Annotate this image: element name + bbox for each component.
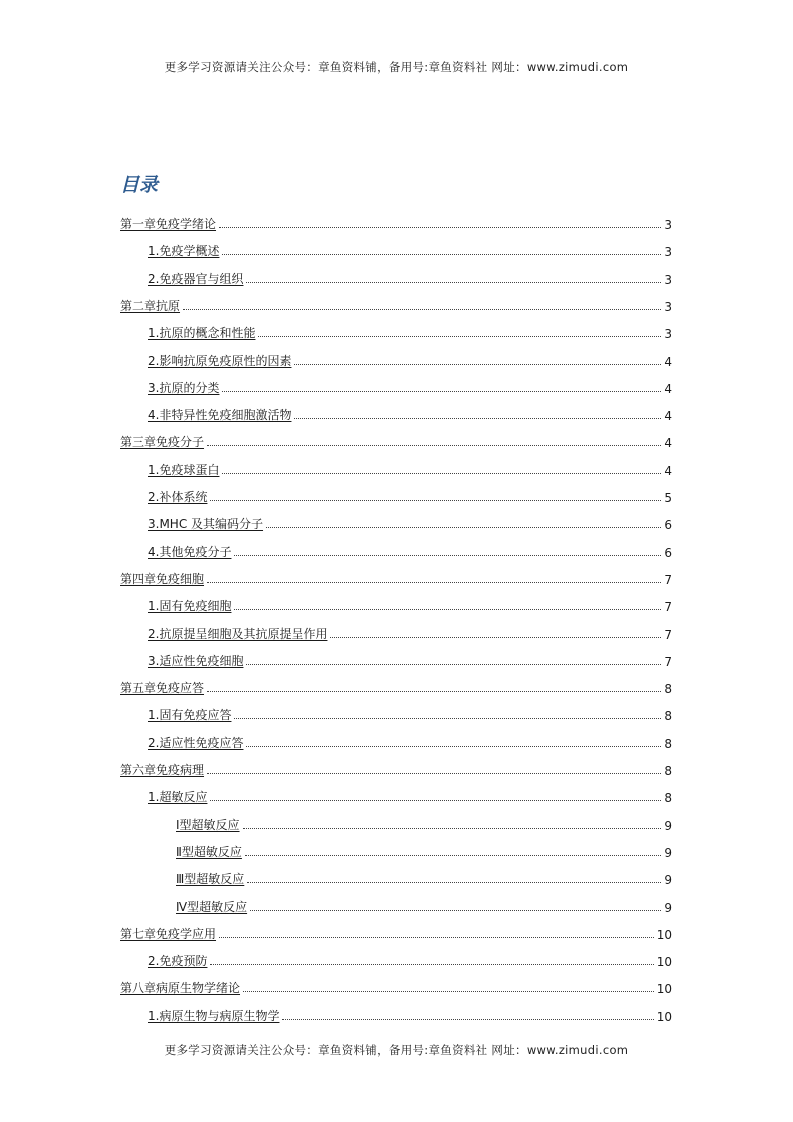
toc-entry[interactable]: [120, 287, 672, 314]
toc-entry-label[interactable]: 3.MHC 及其编码分子: [148, 517, 264, 532]
toc-entry[interactable]: [176, 860, 672, 887]
toc-entry-label[interactable]: 第六章免疫病理: [120, 763, 205, 777]
toc-dot-leader: [294, 417, 661, 419]
toc-entry[interactable]: [120, 751, 672, 778]
toc-dot-leader: [247, 881, 661, 883]
toc-entry-label[interactable]: 第五章免疫应答: [120, 681, 205, 696]
toc-entry-label[interactable]: 3.抗原的分类: [148, 380, 220, 395]
toc-dot-leader: [330, 636, 661, 638]
toc-dot-leader: [243, 990, 654, 992]
toc-entry[interactable]: [176, 806, 672, 833]
toc-dot-leader: [250, 909, 661, 911]
toc-entry-label[interactable]: 4.其他免疫分子: [148, 544, 232, 559]
toc-entry[interactable]: [176, 833, 672, 860]
toc-entry[interactable]: [148, 369, 672, 396]
toc-dot-leader: [207, 772, 661, 774]
toc-entry[interactable]: [148, 778, 672, 805]
toc-entry-page-number: 3: [664, 327, 672, 342]
toc-entry-label[interactable]: Ⅳ型超敏反应: [176, 899, 248, 914]
toc-entry-label[interactable]: Ⅲ型超敏反应: [176, 872, 245, 887]
toc-entry[interactable]: [120, 915, 672, 942]
toc-dot-leader: [246, 281, 661, 283]
toc-entry[interactable]: [148, 942, 672, 969]
toc-dot-leader: [234, 554, 661, 556]
toc-entry[interactable]: [120, 560, 672, 587]
toc-entry[interactable]: [148, 724, 672, 751]
toc-dot-leader: [222, 390, 661, 392]
toc-entry-page-number: 8: [664, 764, 672, 778]
toc-entry[interactable]: [148, 232, 672, 259]
toc-entry[interactable]: [120, 423, 672, 450]
toc-entry-page-number: 4: [664, 436, 672, 451]
toc-title: 目录: [120, 174, 159, 196]
toc-entry[interactable]: [148, 478, 672, 505]
toc-entry-page-number: 7: [664, 600, 672, 615]
toc-entry-label[interactable]: 2.补体系统: [148, 490, 208, 504]
toc-dot-leader: [183, 308, 661, 310]
toc-entry-page-number: 3: [664, 299, 672, 314]
toc-dot-leader: [207, 581, 661, 583]
toc-dot-leader: [210, 963, 653, 965]
toc-dot-leader: [222, 253, 661, 255]
toc-dot-leader: [222, 472, 661, 474]
toc-entry-page-number: 3: [664, 272, 672, 287]
toc-dot-leader: [219, 936, 654, 938]
toc-entry-page-number: 8: [664, 791, 672, 806]
toc-entry-label[interactable]: 1.固有免疫应答: [148, 708, 232, 723]
toc-dot-leader: [234, 717, 661, 719]
toc-entry-page-number: 3: [664, 218, 672, 232]
toc-entry-label[interactable]: 1.病原生物与病原生物学: [148, 1008, 280, 1023]
toc-entry[interactable]: [148, 696, 672, 723]
toc-entry[interactable]: [148, 396, 672, 423]
toc-dot-leader: [246, 663, 661, 665]
toc-entry[interactable]: [148, 342, 672, 369]
toc-entry-label[interactable]: 1.免疫球蛋白: [148, 462, 220, 477]
toc-entry-page-number: 9: [664, 873, 672, 888]
toc-entry[interactable]: [148, 587, 672, 614]
toc-dot-leader: [258, 335, 661, 337]
toc-dot-leader: [210, 499, 661, 501]
toc-entry-label[interactable]: Ⅱ型超敏反应: [176, 844, 242, 859]
toc-entry[interactable]: [148, 314, 672, 341]
toc-entry-page-number: 4: [664, 381, 672, 396]
toc-entry-page-number: 8: [664, 709, 672, 724]
toc-entry-label[interactable]: 4.非特异性免疫细胞激活物: [148, 408, 292, 423]
toc-entry-label[interactable]: 第一章免疫学绪论: [120, 217, 217, 231]
toc-entry-label[interactable]: 1.抗原的概念和性能: [148, 326, 256, 341]
toc-dot-leader: [243, 827, 662, 829]
toc-entry-page-number: 3: [664, 245, 672, 260]
toc-entry-label[interactable]: 2.免疫器官与组织: [148, 271, 244, 286]
toc-entry-page-number: 8: [664, 736, 672, 751]
toc-dot-leader: [246, 745, 661, 747]
toc-entry-label[interactable]: 1.超敏反应: [148, 790, 208, 805]
toc-entry-label[interactable]: Ⅰ型超敏反应: [176, 817, 240, 832]
toc-dot-leader: [294, 363, 661, 365]
toc-entry[interactable]: [148, 533, 672, 560]
toc-entry-label[interactable]: 2.免疫预防: [148, 954, 208, 969]
toc-dot-leader: [207, 444, 661, 446]
toc-entry-page-number: 9: [664, 900, 672, 915]
toc-dot-leader: [282, 1018, 653, 1020]
toc-entry-page-number: 6: [664, 518, 672, 533]
toc-entry-label[interactable]: 第四章免疫细胞: [120, 571, 205, 586]
toc-dot-leader: [234, 608, 661, 610]
toc-entry-label[interactable]: 第七章免疫学应用: [120, 926, 217, 941]
toc-dot-leader: [245, 854, 661, 856]
toc-entry-label[interactable]: 第八章病原生物学绪论: [120, 981, 241, 996]
toc-entry-page-number: 9: [664, 818, 672, 833]
toc-dot-leader: [266, 526, 661, 528]
toc-entry[interactable]: [120, 669, 672, 696]
toc-entry-page-number: 9: [664, 845, 672, 860]
toc-dot-leader: [207, 690, 661, 692]
toc-entry-label[interactable]: 第三章免疫分子: [120, 435, 205, 450]
toc-entry[interactable]: [148, 260, 672, 287]
toc-entry[interactable]: [148, 615, 672, 642]
toc-entry-page-number: 5: [664, 491, 672, 505]
toc-entry-page-number: 8: [664, 682, 672, 697]
toc-entry-label[interactable]: 第二章抗原: [120, 298, 181, 313]
toc-entry[interactable]: [148, 451, 672, 478]
toc-entry-page-number: 10: [656, 1009, 672, 1024]
toc-entry-page-number: 4: [664, 409, 672, 424]
toc-dot-leader: [219, 226, 661, 228]
toc-entry[interactable]: [148, 997, 672, 1024]
toc-entry-page-number: 7: [664, 572, 672, 587]
toc-entry-label[interactable]: 2.适应性免疫应答: [148, 735, 244, 750]
toc-entry-page-number: 7: [664, 627, 672, 642]
toc-entry-label[interactable]: 3.适应性免疫细胞: [148, 653, 244, 668]
toc-entry-page-number: 4: [664, 463, 672, 478]
toc-entry-label[interactable]: 2.抗原提呈细胞及其抗原提呈作用: [148, 626, 328, 641]
toc-entry-label[interactable]: 1.固有免疫细胞: [148, 599, 232, 614]
page-footer: 更多学习资源请关注公众号：章鱼资料铺，备用号:章鱼资料社 网址：www.zimudi.com: [164, 1043, 629, 1057]
toc-entry[interactable]: [148, 505, 672, 532]
toc-entry-label[interactable]: 1.免疫学概述: [148, 244, 220, 259]
toc-entry-page-number: 10: [656, 955, 672, 970]
toc-dot-leader: [210, 799, 661, 801]
toc-entry[interactable]: [120, 205, 672, 232]
toc-entry-page-number: 10: [656, 982, 672, 997]
toc-entry-page-number: 4: [664, 354, 672, 369]
toc-entry-label[interactable]: 2.影响抗原免疫原性的因素: [148, 353, 292, 368]
toc-entry[interactable]: [120, 969, 672, 996]
toc-entry[interactable]: [148, 642, 672, 669]
toc-entry[interactable]: [176, 888, 672, 915]
toc-entry-page-number: 10: [656, 927, 672, 942]
toc-entry-page-number: 7: [664, 654, 672, 669]
toc-entry-page-number: 6: [664, 545, 672, 560]
page-header: 更多学习资源请关注公众号：章鱼资料铺，备用号:章鱼资料社 网址：www.zimudi.com: [164, 60, 629, 74]
